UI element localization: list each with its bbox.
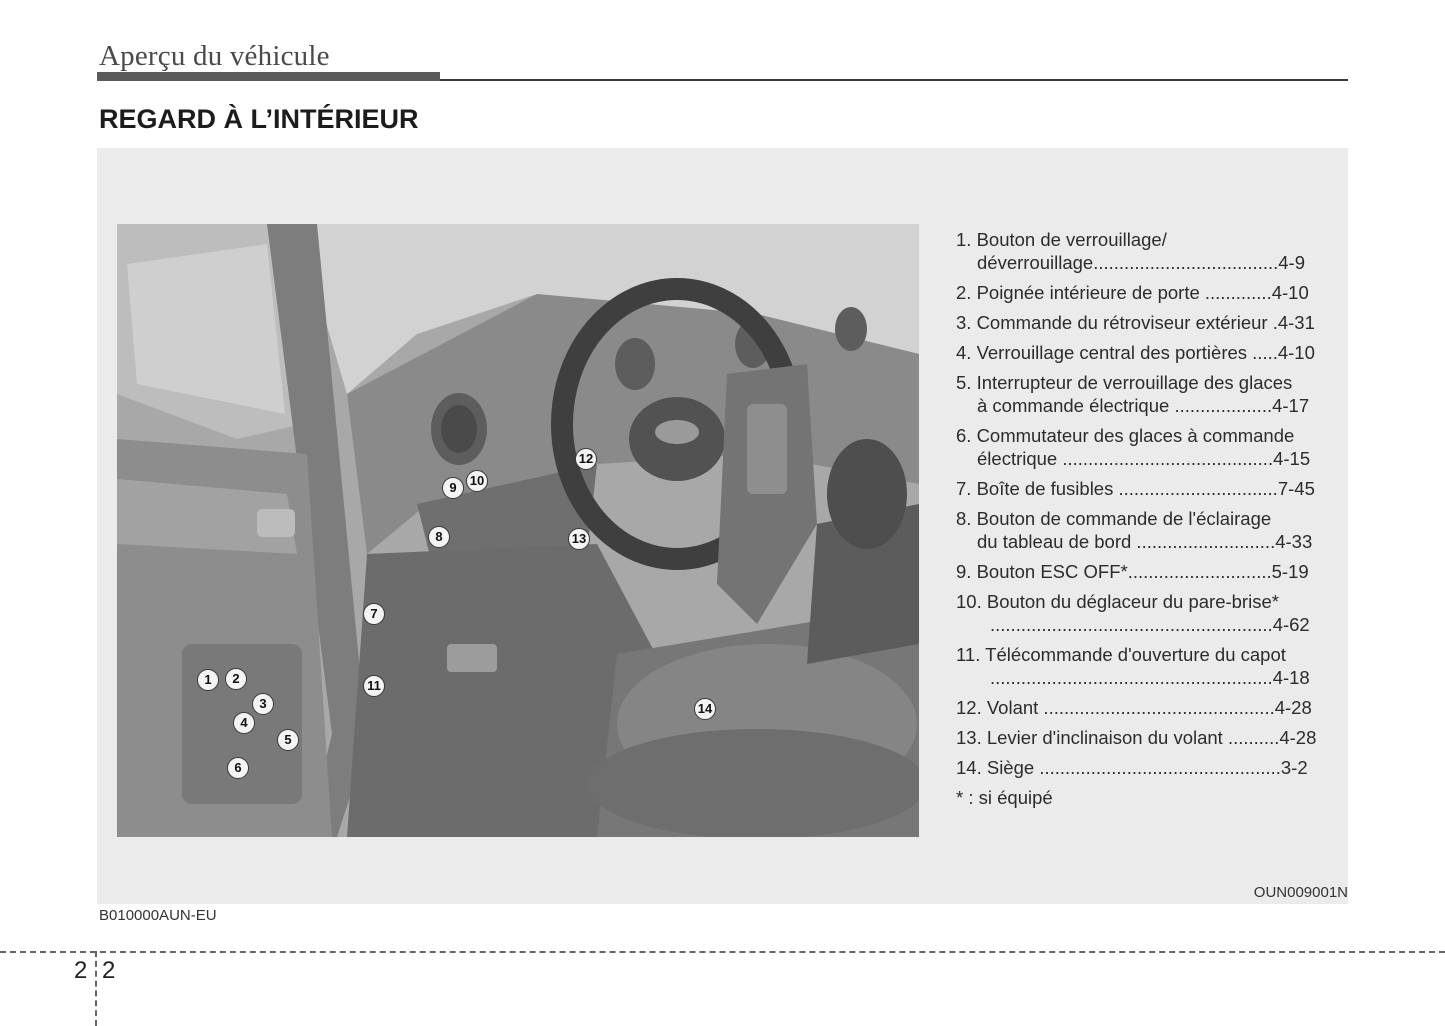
callout-13: 13 [568,528,590,550]
legend-item-text: 4. Verrouillage central des portières .....4-10 [956,342,1315,363]
callout-9: 9 [442,477,464,499]
legend-item [956,477,1336,500]
legend-item-text: 1. Bouton de verrouillage/ [956,229,1167,250]
legend-item-text: 14. Siège ...............................................3-2 [956,757,1308,778]
legend-item-text: 3. Commande du rétroviseur extérieur .4-31 [956,312,1315,333]
callout-5: 5 [277,729,299,751]
legend-item [956,507,1336,553]
legend-item [956,560,1336,583]
legend-item [956,696,1336,719]
legend-item [956,371,1336,417]
legend-item-text: 10. Bouton du déglaceur du pare-brise* [956,591,1279,612]
legend-item [956,281,1336,304]
legend-item-page: à commande électrique ...................4-17 [977,395,1310,416]
callout-6: 6 [227,757,249,779]
legend-item-page: déverrouillage....................................4-9 [977,252,1305,273]
header-rule-thin [440,79,1348,81]
callout-8: 8 [428,526,450,548]
legend-item-text: 7. Boîte de fusibles ...............................7-45 [956,478,1315,499]
interior-illustration [117,224,919,837]
callout-3: 3 [252,693,274,715]
legend-list [956,228,1336,809]
legend-item-text: 8. Bouton de commande de l'éclairage [956,508,1272,529]
legend-item-page: .......................................................4-62 [990,614,1310,635]
footer-page-divider [95,951,97,1026]
image-code: OUN009001N [1253,884,1348,901]
legend-item [956,756,1336,779]
header-rule-thick [97,72,440,81]
page-number: 2 [102,957,116,984]
legend-item-text: 2. Poignée intérieure de porte .............4-10 [956,282,1309,303]
section-code: B010000AUN-EU [99,907,217,924]
legend-item [956,228,1336,274]
legend-item-text: 6. Commutateur des glaces à commande [956,425,1295,446]
callout-1: 1 [197,669,219,691]
footer-divider [0,951,1445,953]
callout-2: 2 [225,668,247,690]
legend-item-text: 5. Interrupteur de verrouillage des glaces [956,372,1293,393]
legend-item [956,341,1336,364]
callout-4: 4 [233,712,255,734]
legend-item-page: électrique .........................................4-15 [977,448,1311,469]
callout-10: 10 [466,470,488,492]
callout-11: 11 [363,675,385,697]
legend-item [956,643,1336,689]
legend-item-text: 12. Volant .............................................4-28 [956,697,1312,718]
page-chapter-number: 2 [74,957,88,984]
legend-item [956,726,1336,749]
legend-item-text: 11. Télécommande d'ouverture du capot [956,644,1286,665]
callout-7: 7 [363,603,385,625]
chapter-title: Aperçu du véhicule [99,40,330,72]
legend-item-page: .......................................................4-18 [990,667,1310,688]
legend-footnote: * : si équipé [956,787,1053,808]
legend-item-page: du tableau de bord ...........................4-33 [977,531,1313,552]
legend-item-text: 9. Bouton ESC OFF*............................5-19 [956,561,1309,582]
legend-item-text: 13. Levier d'inclinaison du volant ..........4-28 [956,727,1317,748]
callout-14: 14 [694,698,716,720]
interior-photo [117,224,919,837]
legend-item [956,590,1336,636]
legend-item [956,424,1336,470]
callout-12: 12 [575,448,597,470]
legend-item [956,311,1336,334]
section-title: REGARD À L’INTÉRIEUR [99,104,419,134]
